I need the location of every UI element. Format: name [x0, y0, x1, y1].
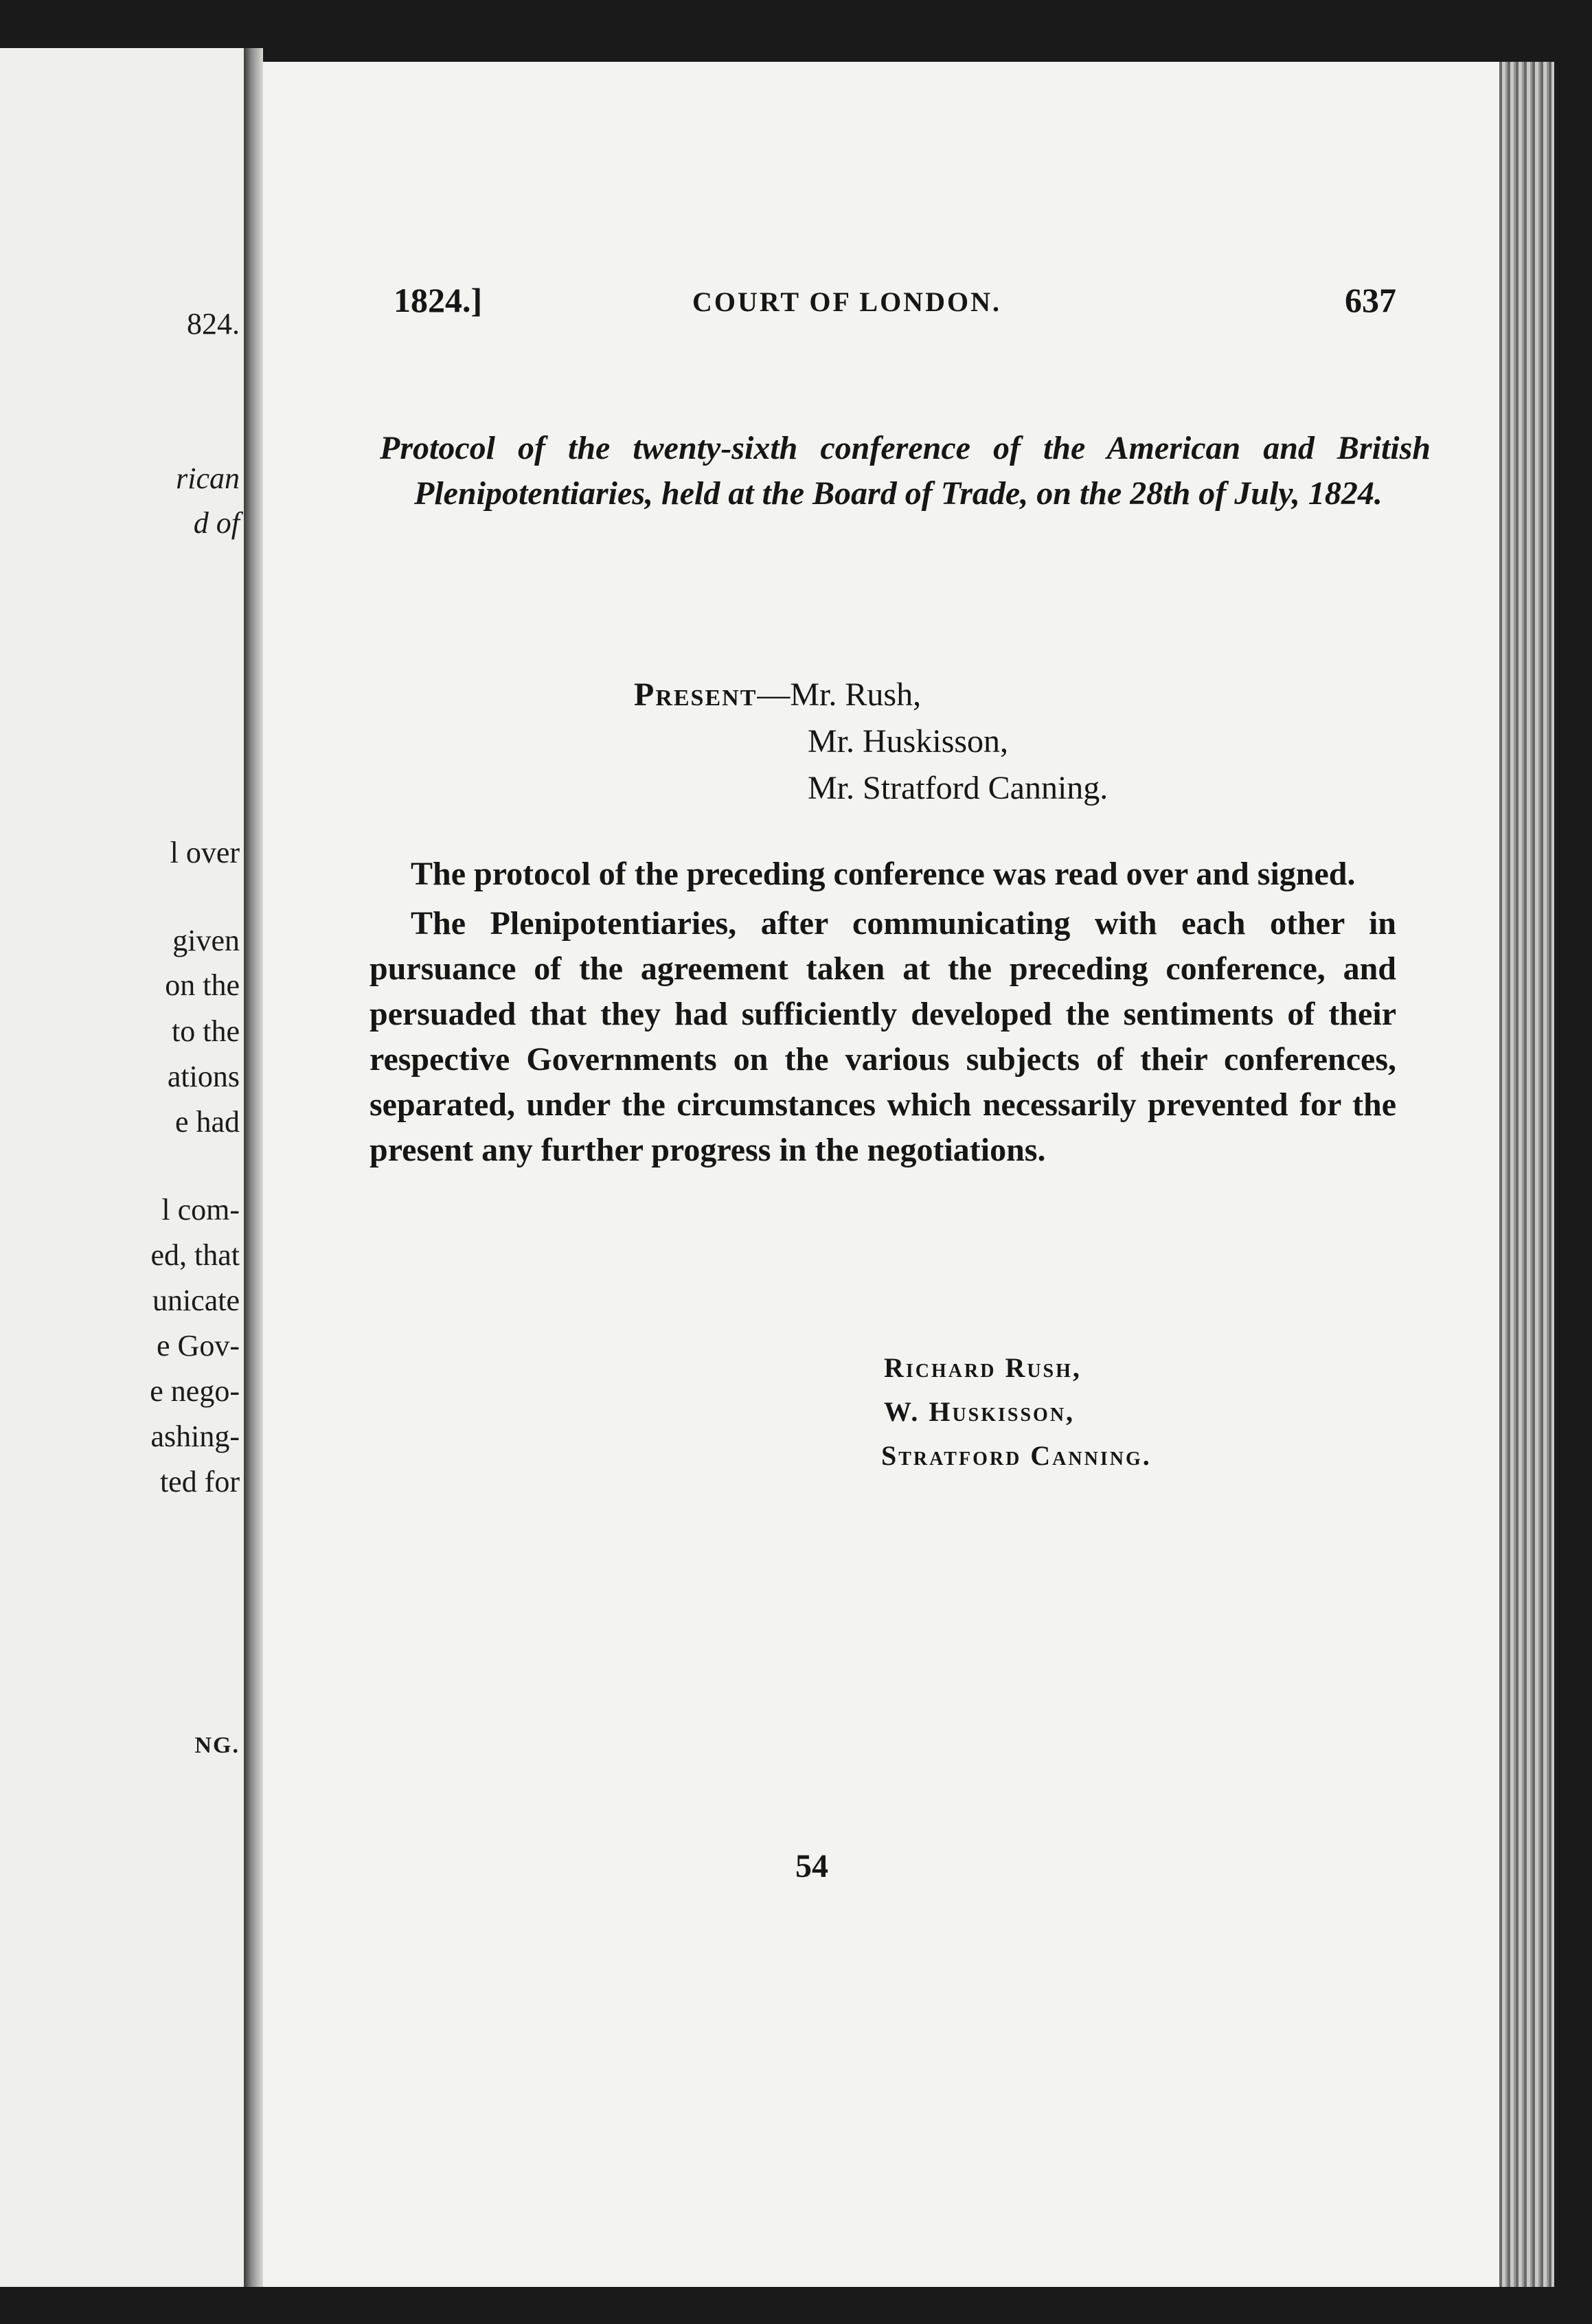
left-page-line: rican — [176, 462, 240, 495]
main-page — [263, 62, 1499, 2287]
signature-block — [881, 1346, 1152, 1478]
running-head-year: 1824.] — [394, 281, 483, 319]
left-facing-page — [0, 48, 246, 2287]
protocol-heading: Protocol of the twenty-sixth conference of the American and British Plenipotentiaries, held at the Board of Trade, on the 28th of July, 1824. — [380, 430, 1431, 512]
left-page-line: d of — [193, 506, 240, 540]
left-page-line: ashing- — [150, 1420, 240, 1453]
left-page-line: ted for — [159, 1465, 240, 1499]
left-page-line: l over — [170, 836, 240, 869]
left-page-line: unicate — [152, 1284, 240, 1317]
body-text — [369, 852, 1396, 1177]
present-list — [634, 672, 1108, 812]
running-head — [394, 280, 1396, 328]
page-number: 637 — [1345, 281, 1396, 319]
signature-mark: 54 — [795, 1848, 828, 1884]
left-page-line: ations — [167, 1060, 240, 1093]
present-label: Present — [634, 676, 758, 713]
left-page-line: e nego- — [150, 1374, 240, 1408]
page-edge — [1499, 62, 1554, 2287]
left-page-line: ed, that — [150, 1238, 240, 1272]
signature-line: Stratford Canning. — [881, 1440, 1152, 1471]
left-page-line: 824. — [187, 307, 240, 341]
body-paragraph: The Plenipotentiaries, after communicating with each other in pursuance of the agreement taken at the preceding conference, and persuaded that they had sufficiently developed the sentiments of their respective Governments on the various subjects of their conferences, separated, under the circumstances which necessarily prevented for the present any further progress in the negotiations. — [369, 905, 1396, 1168]
present-row — [634, 672, 1108, 718]
left-page-line: NG. — [194, 1733, 240, 1758]
book-gutter — [244, 48, 263, 2287]
present-row — [634, 765, 1108, 812]
present-name: —Mr. Rush, — [757, 676, 922, 713]
left-page-line: on the — [165, 968, 240, 1002]
running-head-title: COURT OF LONDON. — [692, 286, 1001, 317]
left-page-line: to the — [172, 1014, 240, 1048]
present-name: Mr. Stratford Canning. — [808, 770, 1108, 806]
left-page-line: given — [172, 924, 240, 957]
body-paragraph: The protocol of the preceding conference was read over and signed. — [411, 856, 1356, 892]
signature-line: Richard Rush, — [884, 1352, 1082, 1383]
present-name: Mr. Huskisson, — [808, 723, 1009, 760]
signature-line: W. Huskisson, — [884, 1396, 1076, 1427]
left-page-line: e had — [174, 1105, 240, 1139]
left-page-line: e Gov- — [157, 1329, 240, 1363]
left-page-line: l com- — [161, 1193, 240, 1227]
present-row — [634, 718, 1108, 765]
